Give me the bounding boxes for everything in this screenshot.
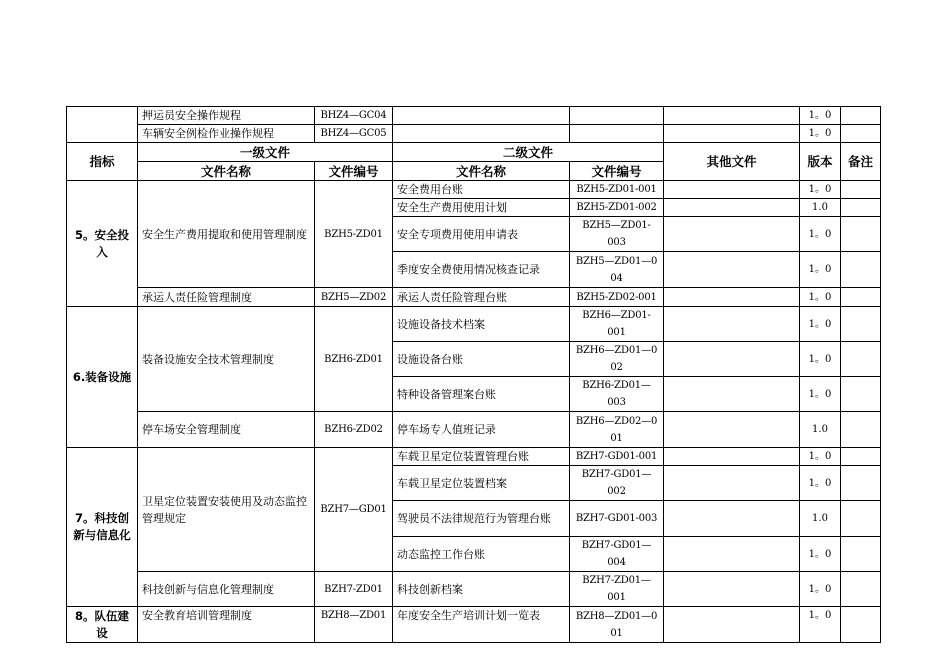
version-cell: 1。0 xyxy=(800,307,841,342)
header-file-code-1: 文件编号 xyxy=(315,162,393,181)
table-row xyxy=(67,307,881,342)
level2-name: 停车场专人值班记录 xyxy=(393,412,570,448)
level2-name: 设施设备台账 xyxy=(393,342,570,377)
category-7: 7。科技创新与信息化 xyxy=(67,448,138,607)
header-file-name-2: 文件名称 xyxy=(393,162,570,181)
version-cell: 1。0 xyxy=(800,217,841,252)
level1-name: 卫星定位装置安装使用及动态监控管理规定 xyxy=(138,448,315,572)
level2-name: 动态监控工作台账 xyxy=(393,537,570,572)
header-indicator: 指标 xyxy=(67,143,138,181)
table-row xyxy=(67,288,881,307)
level2-code: BZH6-ZD01—003 xyxy=(570,377,664,412)
level2-code: BZH6—ZD01—002 xyxy=(570,342,664,377)
level1-name: 承运人责任险管理制度 xyxy=(138,288,315,307)
level2-name: 设施设备技术档案 xyxy=(393,307,570,342)
version-cell: 1。0 xyxy=(800,466,841,501)
header-file-name-1: 文件名称 xyxy=(138,162,315,181)
level1-name: 安全生产费用提取和使用管理制度 xyxy=(138,181,315,288)
version-cell: 1。0 xyxy=(800,572,841,607)
header-level2: 二级文件 xyxy=(393,143,664,162)
level2-code: BZH7-GD01—004 xyxy=(570,537,664,572)
level2-code: BZH7-ZD01—001 xyxy=(570,572,664,607)
level2-code: BZH5-ZD02-001 xyxy=(570,288,664,307)
level1-code: BZH5-ZD01 xyxy=(315,181,393,288)
version-cell: 1。0 xyxy=(800,448,841,466)
table-row xyxy=(67,412,881,448)
header-file-code-2: 文件编号 xyxy=(570,162,664,181)
level1-code: BZH6-ZD01 xyxy=(315,307,393,412)
header-row xyxy=(67,143,881,162)
header-remark: 备注 xyxy=(841,143,881,181)
table-row xyxy=(67,448,881,466)
version-cell: 1.0 xyxy=(800,412,841,448)
category-6: 6.装备设施 xyxy=(67,307,138,448)
version-cell: 1.0 xyxy=(800,199,841,217)
level2-name: 安全费用台账 xyxy=(393,181,570,199)
version-cell: 1。0 xyxy=(800,181,841,199)
level2-code: BZH5-ZD01-001 xyxy=(570,181,664,199)
version-cell: 1。0 xyxy=(800,252,841,288)
level2-code: BZH7-GD01-001 xyxy=(570,448,664,466)
level2-name: 安全生产费用使用计划 xyxy=(393,199,570,217)
level2-name: 安全专项费用使用申请表 xyxy=(393,217,570,252)
level1-code: BZH8—ZD01 xyxy=(315,607,393,643)
level1-name: 科技创新与信息化管理制度 xyxy=(138,572,315,607)
level1-code: BZH5—ZD02 xyxy=(315,288,393,307)
level2-name: 车载卫星定位装置档案 xyxy=(393,466,570,501)
table-row xyxy=(67,572,881,607)
level2-code: BZH6—ZD01-001 xyxy=(570,307,664,342)
version-cell: 1。0 xyxy=(800,342,841,377)
table-row xyxy=(67,107,881,125)
version-cell: 1。0 xyxy=(800,377,841,412)
level2-name: 年度安全生产培训计划一览表 xyxy=(393,607,570,643)
header-version: 版本 xyxy=(800,143,841,181)
version-cell: 1。0 xyxy=(800,607,841,643)
level1-name: 装备设施安全技术管理制度 xyxy=(138,307,315,412)
level1-code: BZH6-ZD02 xyxy=(315,412,393,448)
level2-name: 车载卫星定位装置管理台账 xyxy=(393,448,570,466)
level1-name: 车辆安全例检作业操作规程 xyxy=(138,125,315,143)
version-cell: 1。0 xyxy=(800,125,841,143)
level1-name: 停车场安全管理制度 xyxy=(138,412,315,448)
version-cell: 1.0 xyxy=(800,501,841,537)
level1-code: BHZ4—GC05 xyxy=(315,125,393,143)
table-row xyxy=(67,181,881,199)
table-row xyxy=(67,125,881,143)
level2-code: BZH7-GD01—002 xyxy=(570,466,664,501)
document-table xyxy=(66,106,881,643)
level2-code: BZH5—ZD01—004 xyxy=(570,252,664,288)
level1-name: 安全教育培训管理制度 xyxy=(138,607,315,643)
empty-indicator-cell xyxy=(67,107,138,143)
level2-code: BZH5-ZD01-002 xyxy=(570,199,664,217)
level2-code: BZH6—ZD02—001 xyxy=(570,412,664,448)
level2-name: 承运人责任险管理台账 xyxy=(393,288,570,307)
table-row xyxy=(67,607,881,643)
level2-code: BZH8—ZD01—001 xyxy=(570,607,664,643)
level1-code: BZH7—GD01 xyxy=(315,448,393,572)
version-cell: 1。0 xyxy=(800,288,841,307)
header-other: 其他文件 xyxy=(664,143,800,181)
level1-name: 押运员安全操作规程 xyxy=(138,107,315,125)
level1-code: BHZ4—GC04 xyxy=(315,107,393,125)
level2-code: BZH5—ZD01-003 xyxy=(570,217,664,252)
level2-code: BZH7-GD01-003 xyxy=(570,501,664,537)
category-5: 5。安全投入 xyxy=(67,181,138,307)
version-cell: 1。0 xyxy=(800,537,841,572)
level2-name: 科技创新档案 xyxy=(393,572,570,607)
level1-code: BZH7-ZD01 xyxy=(315,572,393,607)
category-8: 8。队伍建设 xyxy=(67,607,138,643)
version-cell: 1。0 xyxy=(800,107,841,125)
level2-name: 特种设备管理案台账 xyxy=(393,377,570,412)
level2-name: 季度安全费使用情况核查记录 xyxy=(393,252,570,288)
header-level1: 一级文件 xyxy=(138,143,393,162)
level2-name: 驾驶员不法律规范行为管理台账 xyxy=(393,501,570,537)
